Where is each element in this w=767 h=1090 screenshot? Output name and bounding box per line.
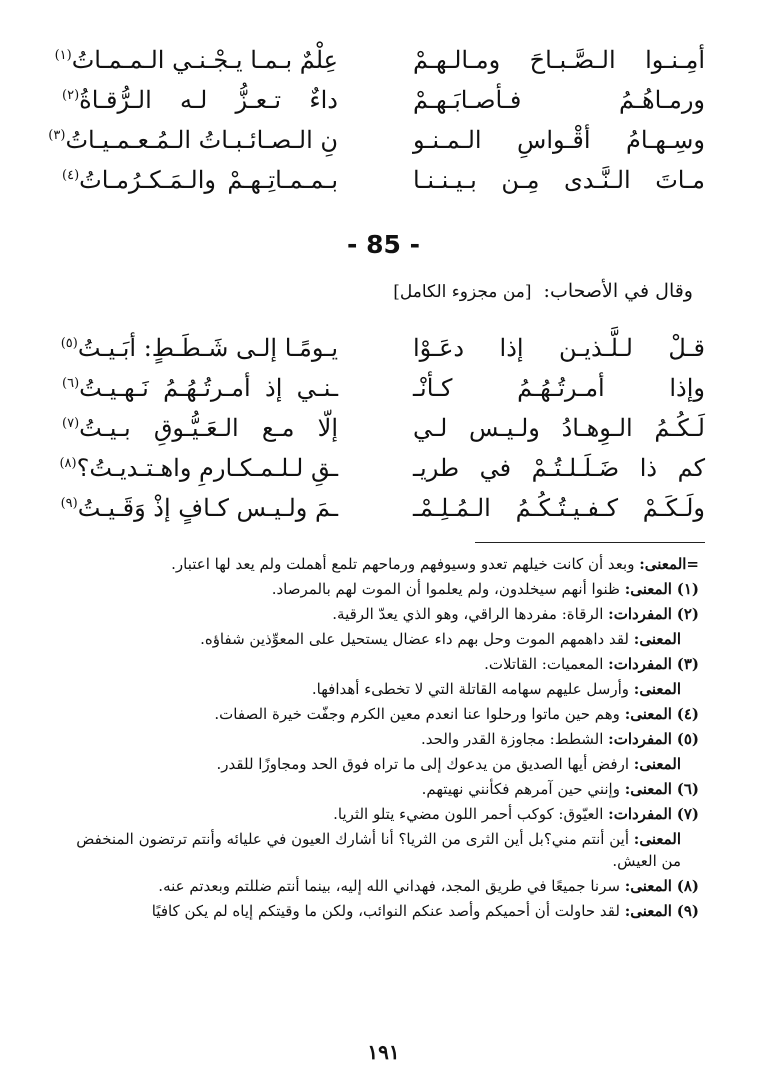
page-number: ١٩١ xyxy=(367,1040,400,1064)
note-label: المعنى: xyxy=(624,780,672,798)
footnote-3-meaning xyxy=(62,678,699,700)
footnote-continuation xyxy=(62,553,699,575)
footnote-ref: (٧) xyxy=(62,416,80,431)
note-label: =المعنى: xyxy=(639,555,699,573)
hemistich-second xyxy=(62,408,338,448)
hemistich-first: لَـكُـمُ الـوِهـادُ ولـيـس لـي xyxy=(413,414,705,442)
hemistich-text: ـمَ ولـيـس كـافٍ إذْ وَقَـيـتُ xyxy=(77,494,338,522)
note-text: الشطط: مجاوزة القدر والحد. xyxy=(420,730,604,748)
note-number: (٦) xyxy=(676,780,699,798)
footnote-7 xyxy=(62,803,699,825)
note-text: أين أنتم مني؟بل أين الثرى من الثريا؟ أنا أشارك العيون في عليائه وأنتم ترتضون المنخفض من العيش. xyxy=(76,830,681,870)
note-text: لقد حاولت أن أحميكم وأصد عنكم النوائب، ولكن ما وقيتكم إياه لم يكن كافيًا xyxy=(151,902,620,920)
note-text: ارفض أيها الصديق من يدعوك إلى ما تراه فوق الحد ومجاوزًا للقدر. xyxy=(216,755,629,773)
verse-2 xyxy=(62,80,705,120)
note-text: ظنوا أنهم سيخلدون، ولم يعلموا أن الموت لهم بالمرصاد. xyxy=(271,580,620,598)
note-number: (٩) xyxy=(676,902,699,920)
hemistich-text: يـومًـا إلـى شَـطَـطٍ: أبَـيـتُ xyxy=(77,334,338,362)
note-number: (٧) xyxy=(676,805,699,823)
poem-intro xyxy=(62,277,693,306)
hemistich-text: ـقِ لـلـمـكـارمِ واهـتـديـتُ؟ xyxy=(76,454,338,482)
footnote-ref: (٩) xyxy=(60,496,78,511)
note-text: المعميات: القاتلات. xyxy=(484,655,604,673)
note-number: (٥) xyxy=(676,730,699,748)
verse-3 xyxy=(48,120,705,160)
verse-7 xyxy=(62,408,705,448)
hemistich-second xyxy=(62,488,338,528)
note-label: المفردات: xyxy=(608,605,672,623)
intro-text: وقال في الأصحاب: xyxy=(543,280,693,302)
footnote-ref: (٢) xyxy=(62,88,80,103)
note-label: المعنى: xyxy=(624,580,672,598)
poem-number: - 85 - xyxy=(347,230,420,259)
hemistich-second xyxy=(62,80,338,120)
hemistich-text: ـنـي إذ أمـرتُـهُـمُ نَـهـيـتُ xyxy=(79,374,338,402)
note-label: المعنى: xyxy=(624,902,672,920)
hemistich-text: نِ الـصـائـبـاتُ الـمُـعـمـيـاتُ xyxy=(65,126,338,154)
hemistich-second xyxy=(62,160,338,200)
footnote-ref: (١) xyxy=(54,48,72,63)
verse-9 xyxy=(62,488,705,528)
hemistich-text: داءٌ تـعـزُّ لـه الـرُّقـاةُ xyxy=(79,86,338,114)
note-label: المعنى: xyxy=(633,755,681,773)
verse-5 xyxy=(62,328,705,368)
footnote-6 xyxy=(62,778,699,800)
note-label: المعنى: xyxy=(633,830,681,848)
hemistich-text: إلّا مـع الـعَـيُّـوقِ بـيـتُ xyxy=(79,414,338,442)
hemistich-text: بـمـمـاتِـهـمْ والـمَـكـرُمـاتُ xyxy=(79,166,338,194)
verse-6 xyxy=(62,368,705,408)
poem-b xyxy=(59,328,705,528)
page xyxy=(48,40,705,925)
meter-label: [من مجزوء الكامل] xyxy=(393,282,532,302)
footnote-divider xyxy=(475,542,705,543)
note-number: (٤) xyxy=(676,705,699,723)
footnote-ref: (٤) xyxy=(62,168,80,183)
note-label: المعنى: xyxy=(633,680,681,698)
footnote-2 xyxy=(62,603,699,625)
note-text: سرنا جميعًا في طريق المجد، فهداني الله إليه، بينما أنتم ضللتم وبعدتم عنه. xyxy=(158,877,620,895)
footnotes xyxy=(62,553,705,922)
footnote-ref: (٨) xyxy=(59,456,77,471)
note-number: (٣) xyxy=(676,655,699,673)
hemistich-second xyxy=(59,448,338,488)
hemistich-first: كم ذا ضَـلَـلـتُـمْ في طريـ xyxy=(413,454,705,482)
footnote-ref: (٦) xyxy=(62,376,80,391)
verse-1 xyxy=(54,40,705,80)
footnote-ref: (٣) xyxy=(48,128,66,143)
hemistich-first: مـاتَ الـنَّـدى مِـن بـيـنـنـا xyxy=(413,166,705,194)
hemistich-second xyxy=(48,120,338,160)
note-number: (١) xyxy=(676,580,699,598)
note-label: المعنى: xyxy=(633,630,681,648)
note-text: الرقاة: مفردها الراقي، وهو الذي يعدّ الرقية. xyxy=(332,605,604,623)
hemistich-second xyxy=(62,328,338,368)
footnote-2-meaning xyxy=(62,628,699,650)
note-label: المفردات: xyxy=(608,655,672,673)
note-label: المعنى: xyxy=(624,705,672,723)
note-text: لقد داهمهم الموت وحل بهم داء عضال يستحيل على المعوِّذين شفاؤه. xyxy=(200,630,629,648)
verse-8 xyxy=(59,448,705,488)
poem-a xyxy=(48,40,705,200)
footnote-8 xyxy=(62,875,699,897)
footnote-5-meaning xyxy=(62,753,699,775)
note-text: العيّوق: كوكب أحمر اللون مضيء يتلو الثريا. xyxy=(333,805,604,823)
footnote-1 xyxy=(62,578,699,600)
footnote-7-meaning xyxy=(62,828,699,872)
verse-4 xyxy=(62,160,705,200)
hemistich-first: ورمـاهُـمُ فـأصـابَـهـمْ xyxy=(413,86,705,114)
footnote-5 xyxy=(62,728,699,750)
note-number: (٢) xyxy=(676,605,699,623)
note-text: وهم حين ماتوا ورحلوا عنا انعدم معين الكرم وجفّت خيرة الصفات. xyxy=(214,705,620,723)
note-text: وبعد أن كانت خيلهم تعدو وسيوفهم ورماحهم تلمع أهملت ولم يعد لها اعتبار. xyxy=(171,555,635,573)
footnote-9 xyxy=(62,900,699,922)
hemistich-first: ولَـكَـمْ كـفـيـتُـكُـمُ الـمُـلِـمْـ xyxy=(413,494,705,522)
hemistich-first: أمِـنـوا الـصَّـبـاحَ ومـالـهـمْ xyxy=(413,46,705,74)
note-label: المفردات: xyxy=(608,805,672,823)
hemistich-second xyxy=(62,368,338,408)
footnote-4 xyxy=(62,703,699,725)
note-number: (٨) xyxy=(676,877,699,895)
note-text: وأرسل عليهم سهامه القاتلة التي لا تخطىء أهدافها. xyxy=(311,680,629,698)
hemistich-first: وإذا أمـرتُـهُـمُ كـأنْـ xyxy=(413,374,705,402)
hemistich-first: وسِـهـامُ أقْـواسِ الـمـنـو xyxy=(413,126,705,154)
hemistich-text: عِلْمٌ بـمـا يـجْـنـي الـمـمـاتُ xyxy=(71,46,338,74)
footnote-ref: (٥) xyxy=(60,336,78,351)
hemistich-first: قـلْ لـلَّـذيـن إذا دعَـوْا xyxy=(413,334,705,362)
note-label: المفردات: xyxy=(608,730,672,748)
note-text: وإنني حين آمرهم فكأنني نهيتهم. xyxy=(421,780,620,798)
footnote-3 xyxy=(62,653,699,675)
hemistich-second xyxy=(54,40,338,80)
note-label: المعنى: xyxy=(624,877,672,895)
